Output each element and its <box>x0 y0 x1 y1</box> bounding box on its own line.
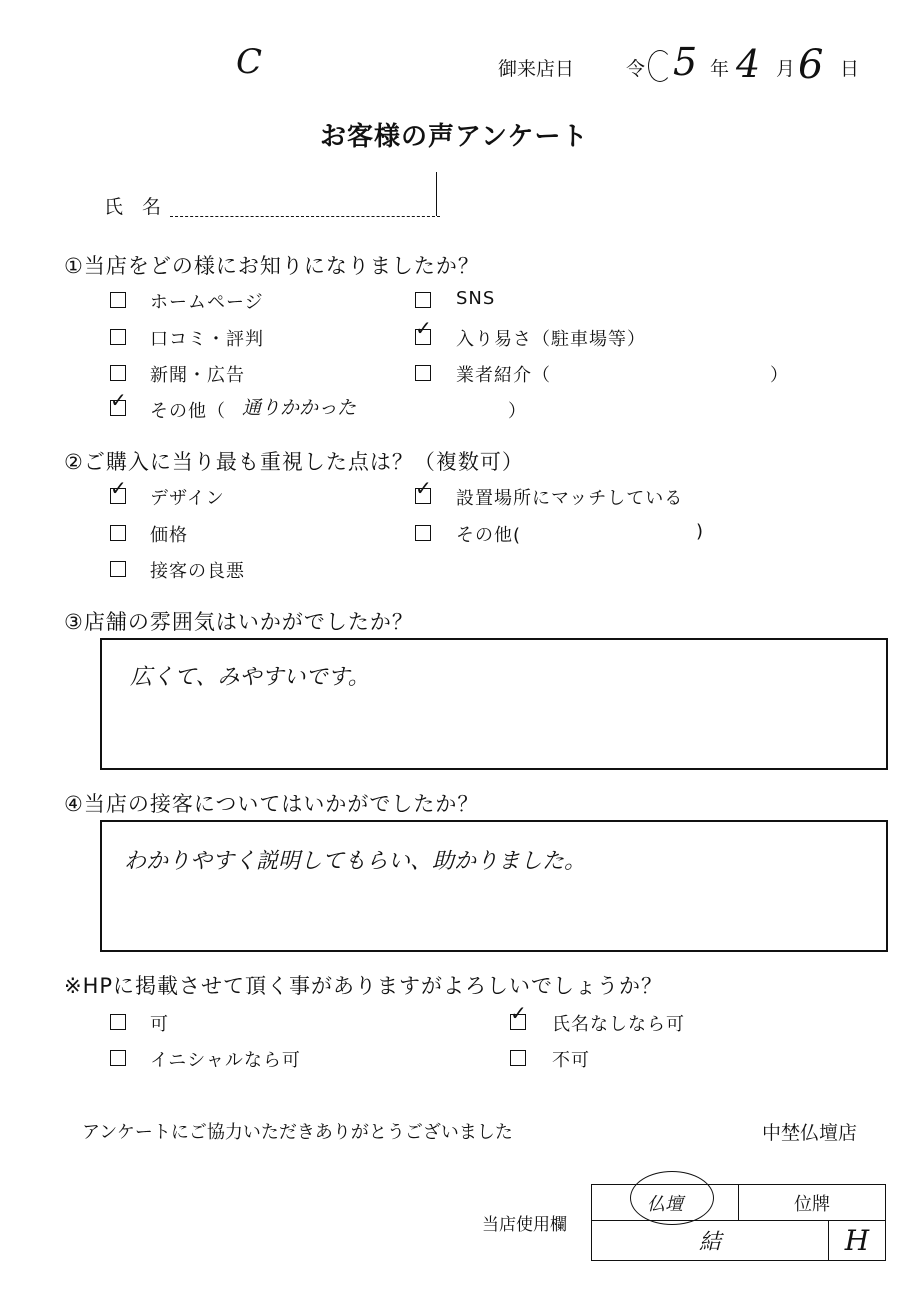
check-mark-placement-match: ✓ <box>415 476 432 500</box>
q4-answer: わかりやすく説明してもらい、助かりました。 <box>124 849 587 874</box>
staff-cell-ihai[interactable] <box>739 1185 886 1221</box>
staff-cell-result-text: 結 <box>698 1230 721 1255</box>
option-newspaper: 新聞・広告 <box>150 365 245 386</box>
option-no-name-ok: 氏名なしなら可 <box>552 1014 685 1035</box>
checkbox-initials-ok[interactable] <box>110 1050 126 1066</box>
staff-cell-butsudan[interactable] <box>592 1185 739 1221</box>
thanks-message: アンケートにご協力いただきありがとうございました <box>82 1122 513 1143</box>
era-label: 令 <box>626 58 646 80</box>
option-allowed: 可 <box>150 1014 169 1035</box>
option-placement-match: 設置場所にマッチしている <box>456 488 684 509</box>
check-mark-design: ✓ <box>110 476 127 500</box>
visit-year[interactable]: 5 <box>673 40 698 84</box>
q2-other-close-paren: ) <box>696 521 705 542</box>
staff-cell-ihai-text: 位牌 <box>794 1193 830 1215</box>
store-name: 中埜仏壇店 <box>762 1122 858 1144</box>
option-q1-other: その他（ <box>150 401 226 422</box>
checkbox-allowed[interactable] <box>110 1014 126 1030</box>
question-3: ③店舗の雰囲気はいかがでしたか？ <box>64 610 414 634</box>
visit-month[interactable]: 4 <box>736 42 761 86</box>
option-word-of-mouth: 口コミ・評判 <box>150 329 264 350</box>
option-q2-other: その他( <box>456 525 522 546</box>
day-unit: 日 <box>840 58 860 80</box>
checkbox-service-quality[interactable] <box>110 561 126 577</box>
question-4: ④当店の接客についてはいかがでしたか？ <box>64 792 480 816</box>
option-service-quality: 接客の良悪 <box>150 561 245 582</box>
checkbox-q2-other[interactable] <box>415 525 431 541</box>
option-easy-access: 入り易さ（駐車場等） <box>456 329 646 350</box>
q3-answer: 広くて、みやすいです。 <box>130 665 370 690</box>
name-field-edge <box>436 172 437 216</box>
month-unit: 月 <box>776 58 796 80</box>
page-title: お客様の声アンケート <box>320 122 589 152</box>
question-1: ①当店をどの様にお知りになりましたか？ <box>64 254 480 278</box>
checkbox-word-of-mouth[interactable] <box>110 329 126 345</box>
question-5: ※HPに掲載させて頂く事がありますがよろしいでしょうか？ <box>64 974 664 998</box>
checkbox-newspaper[interactable] <box>110 365 126 381</box>
question-2: ②ご購入に当り最も重視した点は？（複数可） <box>64 450 524 474</box>
staff-cell-initial[interactable] <box>829 1221 886 1261</box>
year-unit: 年 <box>710 58 730 80</box>
visit-day[interactable]: 6 <box>798 42 824 88</box>
name-field[interactable] <box>170 216 440 217</box>
checkbox-not-allowed[interactable] <box>510 1050 526 1066</box>
staff-cell-result[interactable] <box>592 1221 829 1261</box>
option-not-allowed: 不可 <box>552 1050 590 1071</box>
option-vendor: 業者紹介（ <box>456 365 551 386</box>
option-initials-ok: イニシャルなら可 <box>150 1050 301 1071</box>
checkbox-vendor[interactable] <box>415 365 431 381</box>
checkbox-price[interactable] <box>110 525 126 541</box>
checkbox-homepage[interactable] <box>110 292 126 308</box>
corner-mark: C <box>236 42 263 82</box>
staff-cell-butsudan-text: 仏壇 <box>647 1193 683 1215</box>
check-mark-easy-access: ✓ <box>415 316 432 340</box>
option-sns: SNS <box>456 288 496 309</box>
q4-answer-box[interactable] <box>100 820 888 952</box>
q1-other-close-paren: ） <box>508 401 527 422</box>
q3-answer-box[interactable] <box>100 638 888 770</box>
option-design: デザイン <box>150 488 225 509</box>
staff-use-label: 当店使用欄 <box>482 1215 567 1235</box>
option-homepage: ホームページ <box>150 292 264 313</box>
vendor-close-paren: ） <box>770 365 789 386</box>
check-mark-no-name-ok: ✓ <box>510 1001 527 1025</box>
q1-other-answer[interactable]: 通りかかった <box>242 397 357 419</box>
name-label: 氏 名 <box>104 196 162 218</box>
staff-cell-initial-text: H <box>844 1224 870 1257</box>
check-mark-q1-other: ✓ <box>110 388 127 412</box>
selection-circle <box>630 1171 714 1225</box>
visit-date-label: 御来店日 <box>498 58 575 80</box>
checkbox-sns[interactable] <box>415 292 431 308</box>
era-circle <box>648 50 672 82</box>
option-price: 価格 <box>150 525 188 546</box>
staff-use-table <box>591 1184 886 1261</box>
